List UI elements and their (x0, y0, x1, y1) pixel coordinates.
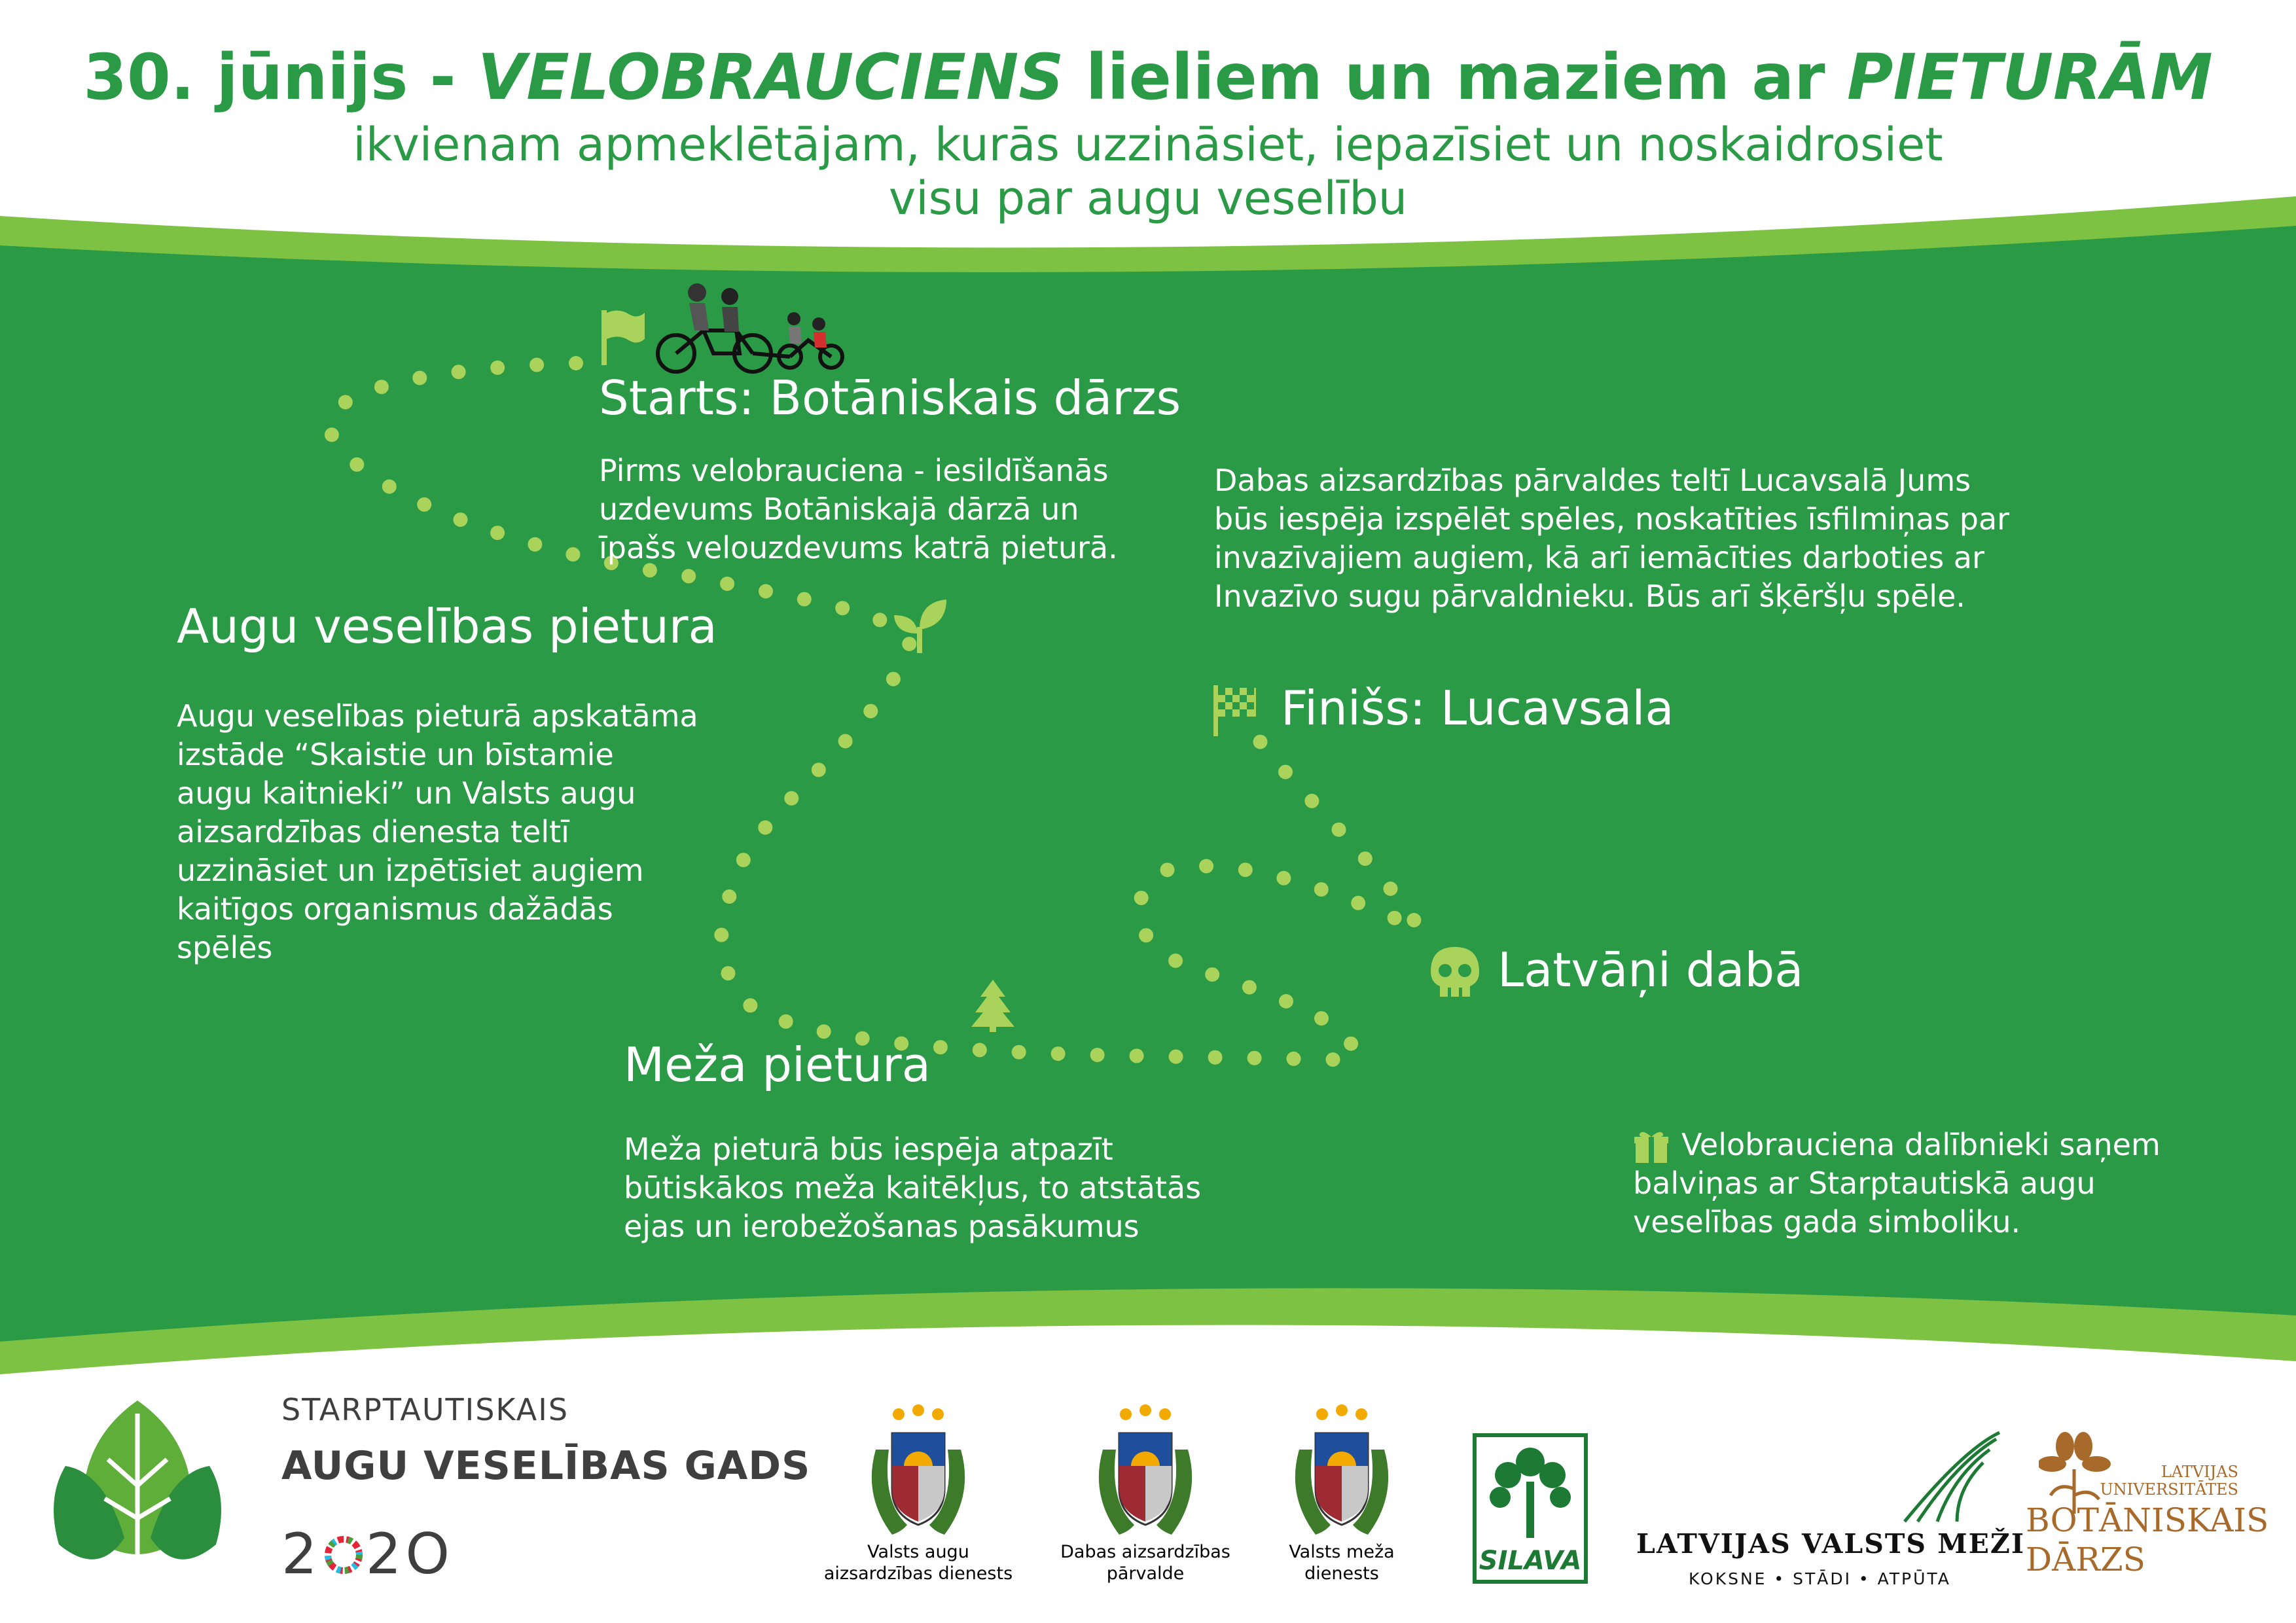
text-line: Dabas aizsardzības pārvaldes teltī Lucavsalā Jums (1214, 463, 1971, 498)
text-line: Pirms velobrauciena - iesildīšanās (599, 453, 1109, 488)
route-dot (1304, 794, 1319, 808)
text-line: Valsts augu (867, 1542, 969, 1562)
text-line: UNIVERSITĀTES (2100, 1480, 2238, 1499)
text-line: dienests (1304, 1563, 1379, 1584)
text-line: invazīvajiem augiem, kā arī iemācīties darboties ar (1214, 540, 1984, 575)
forest-stop-title: Meža pietura (624, 1037, 931, 1092)
route-dot (382, 480, 397, 494)
route-dot (872, 613, 887, 627)
route-dot (1160, 863, 1175, 877)
route-dot (1332, 823, 1346, 837)
route-dot (714, 928, 728, 942)
route-dot (454, 512, 468, 527)
route-dot (1090, 1048, 1105, 1062)
text-line: spēlēs (177, 930, 273, 965)
route-dot (722, 889, 736, 904)
route-dot (743, 998, 757, 1012)
page-subtitle (0, 118, 2296, 225)
route-dot (1238, 863, 1253, 877)
text-line: uzdevums Botāniskajā dārzā un (599, 491, 1079, 527)
route-dot (797, 592, 812, 607)
route-dot (1314, 882, 1329, 897)
partner-vaad-label (818, 1541, 1018, 1584)
text-line: balviņas ar Starptautiskā augu (1633, 1166, 2096, 1201)
route-dot (835, 601, 850, 615)
route-dot (758, 821, 772, 835)
prizes-description (1633, 1126, 2161, 1241)
route-dot (1279, 994, 1293, 1008)
route-dot (374, 380, 389, 394)
route-dot (528, 537, 542, 552)
route-dot (417, 497, 431, 512)
route-dot (1139, 928, 1153, 942)
text-line: pārvalde (1106, 1563, 1185, 1584)
route-dot (863, 704, 878, 719)
latvani-title: Latvāņi dabā (1498, 942, 1804, 997)
route-dot (1130, 1048, 1144, 1063)
route-dot (1134, 891, 1149, 905)
text-line: Meža pieturā būs iespēja atpazīt (624, 1132, 1113, 1167)
route-dot (1278, 765, 1293, 779)
text-line: Valsts meža (1289, 1542, 1395, 1562)
start-flag-icon (599, 308, 646, 366)
route-dot (812, 762, 826, 777)
text-line: Dabas aizsardzības (1060, 1542, 1230, 1562)
route-dot (720, 577, 734, 591)
route-dot (1314, 1011, 1329, 1026)
sdg-wheel-icon (324, 1535, 363, 1575)
text-line: LATVIJAS (2161, 1463, 2238, 1481)
text-line: ejas un ierobežošanas pasākumus (624, 1209, 1139, 1244)
route-dot (565, 547, 580, 562)
subtitle-line: ikvienam apmeklētājam, kurās uzzināsiet, iepazīsiet un noskaidrosiet (353, 118, 1943, 171)
start-title: Starts: Botāniskais dārzs (599, 370, 1181, 425)
route-dot (569, 356, 583, 370)
text-line: Invazīvo sugu pārvaldnieku. Būs arī šķēršļu spēle. (1214, 579, 1966, 614)
route-dot (1012, 1045, 1026, 1060)
text-line: Augu veselības pieturā apskatāma (177, 698, 698, 734)
route-dot (1287, 1052, 1301, 1066)
finish-title: Finišs: Lucavsala (1281, 681, 1674, 736)
route-dot (1344, 1037, 1358, 1051)
lvm-tree-icon (1892, 1430, 2003, 1528)
year-digit: 2 (281, 1522, 321, 1587)
route-dot (1242, 980, 1257, 995)
sprout-icon (890, 596, 949, 654)
silava-label: SILAVA (1479, 1546, 1582, 1576)
text-line: būs iespēja izspēlēt spēles, noskatīties īsfilmiņas par (1214, 501, 2010, 537)
plant-health-stop-description (177, 697, 698, 967)
route-dot (1358, 851, 1372, 866)
text-line: veselības gada simboliku. (1633, 1204, 2021, 1240)
partner-dap-label (1045, 1541, 1246, 1584)
text-line: īpašs velouzdevums katrā pieturā. (599, 530, 1118, 565)
route-dot (338, 395, 353, 410)
route-dot (681, 569, 696, 583)
route-dot (350, 457, 364, 472)
coat-of-arms-icon (863, 1404, 974, 1548)
route-dot (1407, 913, 1421, 927)
iyph-line-2: AUGU VESELĪBAS GADS (281, 1443, 811, 1489)
plant-health-stop-title: Augu veselības pietura (177, 599, 717, 654)
text-line: aizsardzības dienests (823, 1563, 1013, 1584)
tandem-bicycle-family-icon (651, 278, 848, 376)
coat-of-arms-icon (1090, 1404, 1201, 1548)
route-dot (1384, 882, 1398, 896)
route-dot (452, 365, 466, 379)
iyph-leaf-logo (39, 1387, 236, 1584)
route-dot (817, 1024, 831, 1039)
route-dot (721, 966, 736, 980)
text-line: aizsardzības dienesta teltī (177, 814, 569, 849)
text-line: būtiskākos meža kaitēkļus, to atstātās (624, 1170, 1202, 1205)
route-dot (933, 1040, 948, 1054)
route-dot (838, 734, 853, 749)
route-dot (529, 358, 544, 372)
route-dot (1208, 1050, 1223, 1065)
route-dot (973, 1043, 987, 1058)
route-dot (1326, 1052, 1340, 1067)
route-dot (736, 853, 751, 867)
text-line: kaitīgos organismus dažādās (177, 891, 613, 927)
forest-stop-description (624, 1130, 1201, 1246)
silava-logo (1473, 1433, 1588, 1584)
partner-vmd-label (1242, 1541, 1442, 1584)
route-dot (779, 1014, 793, 1029)
route-dot (1351, 896, 1365, 910)
route-dot (886, 672, 901, 687)
botanic-small-text (2091, 1463, 2238, 1499)
route-dot (1051, 1046, 1066, 1061)
text-line: izstāde “Skaistie un bīstamie (177, 737, 614, 772)
lvm-tagline: KOKSNE • STĀDI • ATPŪTA (1689, 1569, 1951, 1588)
text-line: uzzināsiet un izpētīsiet augiem (177, 853, 644, 888)
route-dot (1388, 911, 1402, 925)
route-dot (1168, 954, 1183, 968)
route-dot (325, 427, 339, 442)
route-dot (490, 526, 505, 540)
finish-flag-icon (1212, 684, 1258, 738)
botanic-line-3: BOTĀNISKAIS (2026, 1501, 2269, 1539)
route-dot (1169, 1050, 1183, 1064)
text-line: Velobrauciena dalībnieki saņem (1681, 1127, 2161, 1162)
route-dot (1205, 967, 1219, 982)
start-description (599, 452, 1118, 567)
botanic-line-4: DĀRZS (2026, 1541, 2145, 1578)
route-dot (1199, 859, 1213, 874)
year-digit: 2O (365, 1522, 454, 1587)
subtitle-line: visu par augu veselību (888, 171, 1408, 225)
route-dot (1247, 1051, 1262, 1065)
skull-icon (1428, 946, 1482, 999)
silava-tree-icon (1482, 1442, 1579, 1541)
route-dot (1276, 871, 1291, 885)
text-line: augu kaitnieki” un Valsts augu (177, 776, 636, 811)
route-dot (759, 584, 773, 599)
tree-icon (970, 978, 1016, 1032)
iyph-year (281, 1522, 454, 1587)
page-title: 30. jūnijs - VELOBRAUCIENS lieliem un maziem ar PIETURĀM (83, 41, 2213, 114)
iyph-line-1: STARPTAUTISKAIS (281, 1392, 569, 1427)
lvm-name: LATVIJAS VALSTS MEŽI (1636, 1528, 2026, 1560)
finish-description (1214, 461, 2009, 616)
route-dot (412, 371, 427, 385)
route-dot (490, 361, 505, 375)
coat-of-arms-icon (1286, 1404, 1397, 1548)
route-dot (784, 791, 798, 806)
